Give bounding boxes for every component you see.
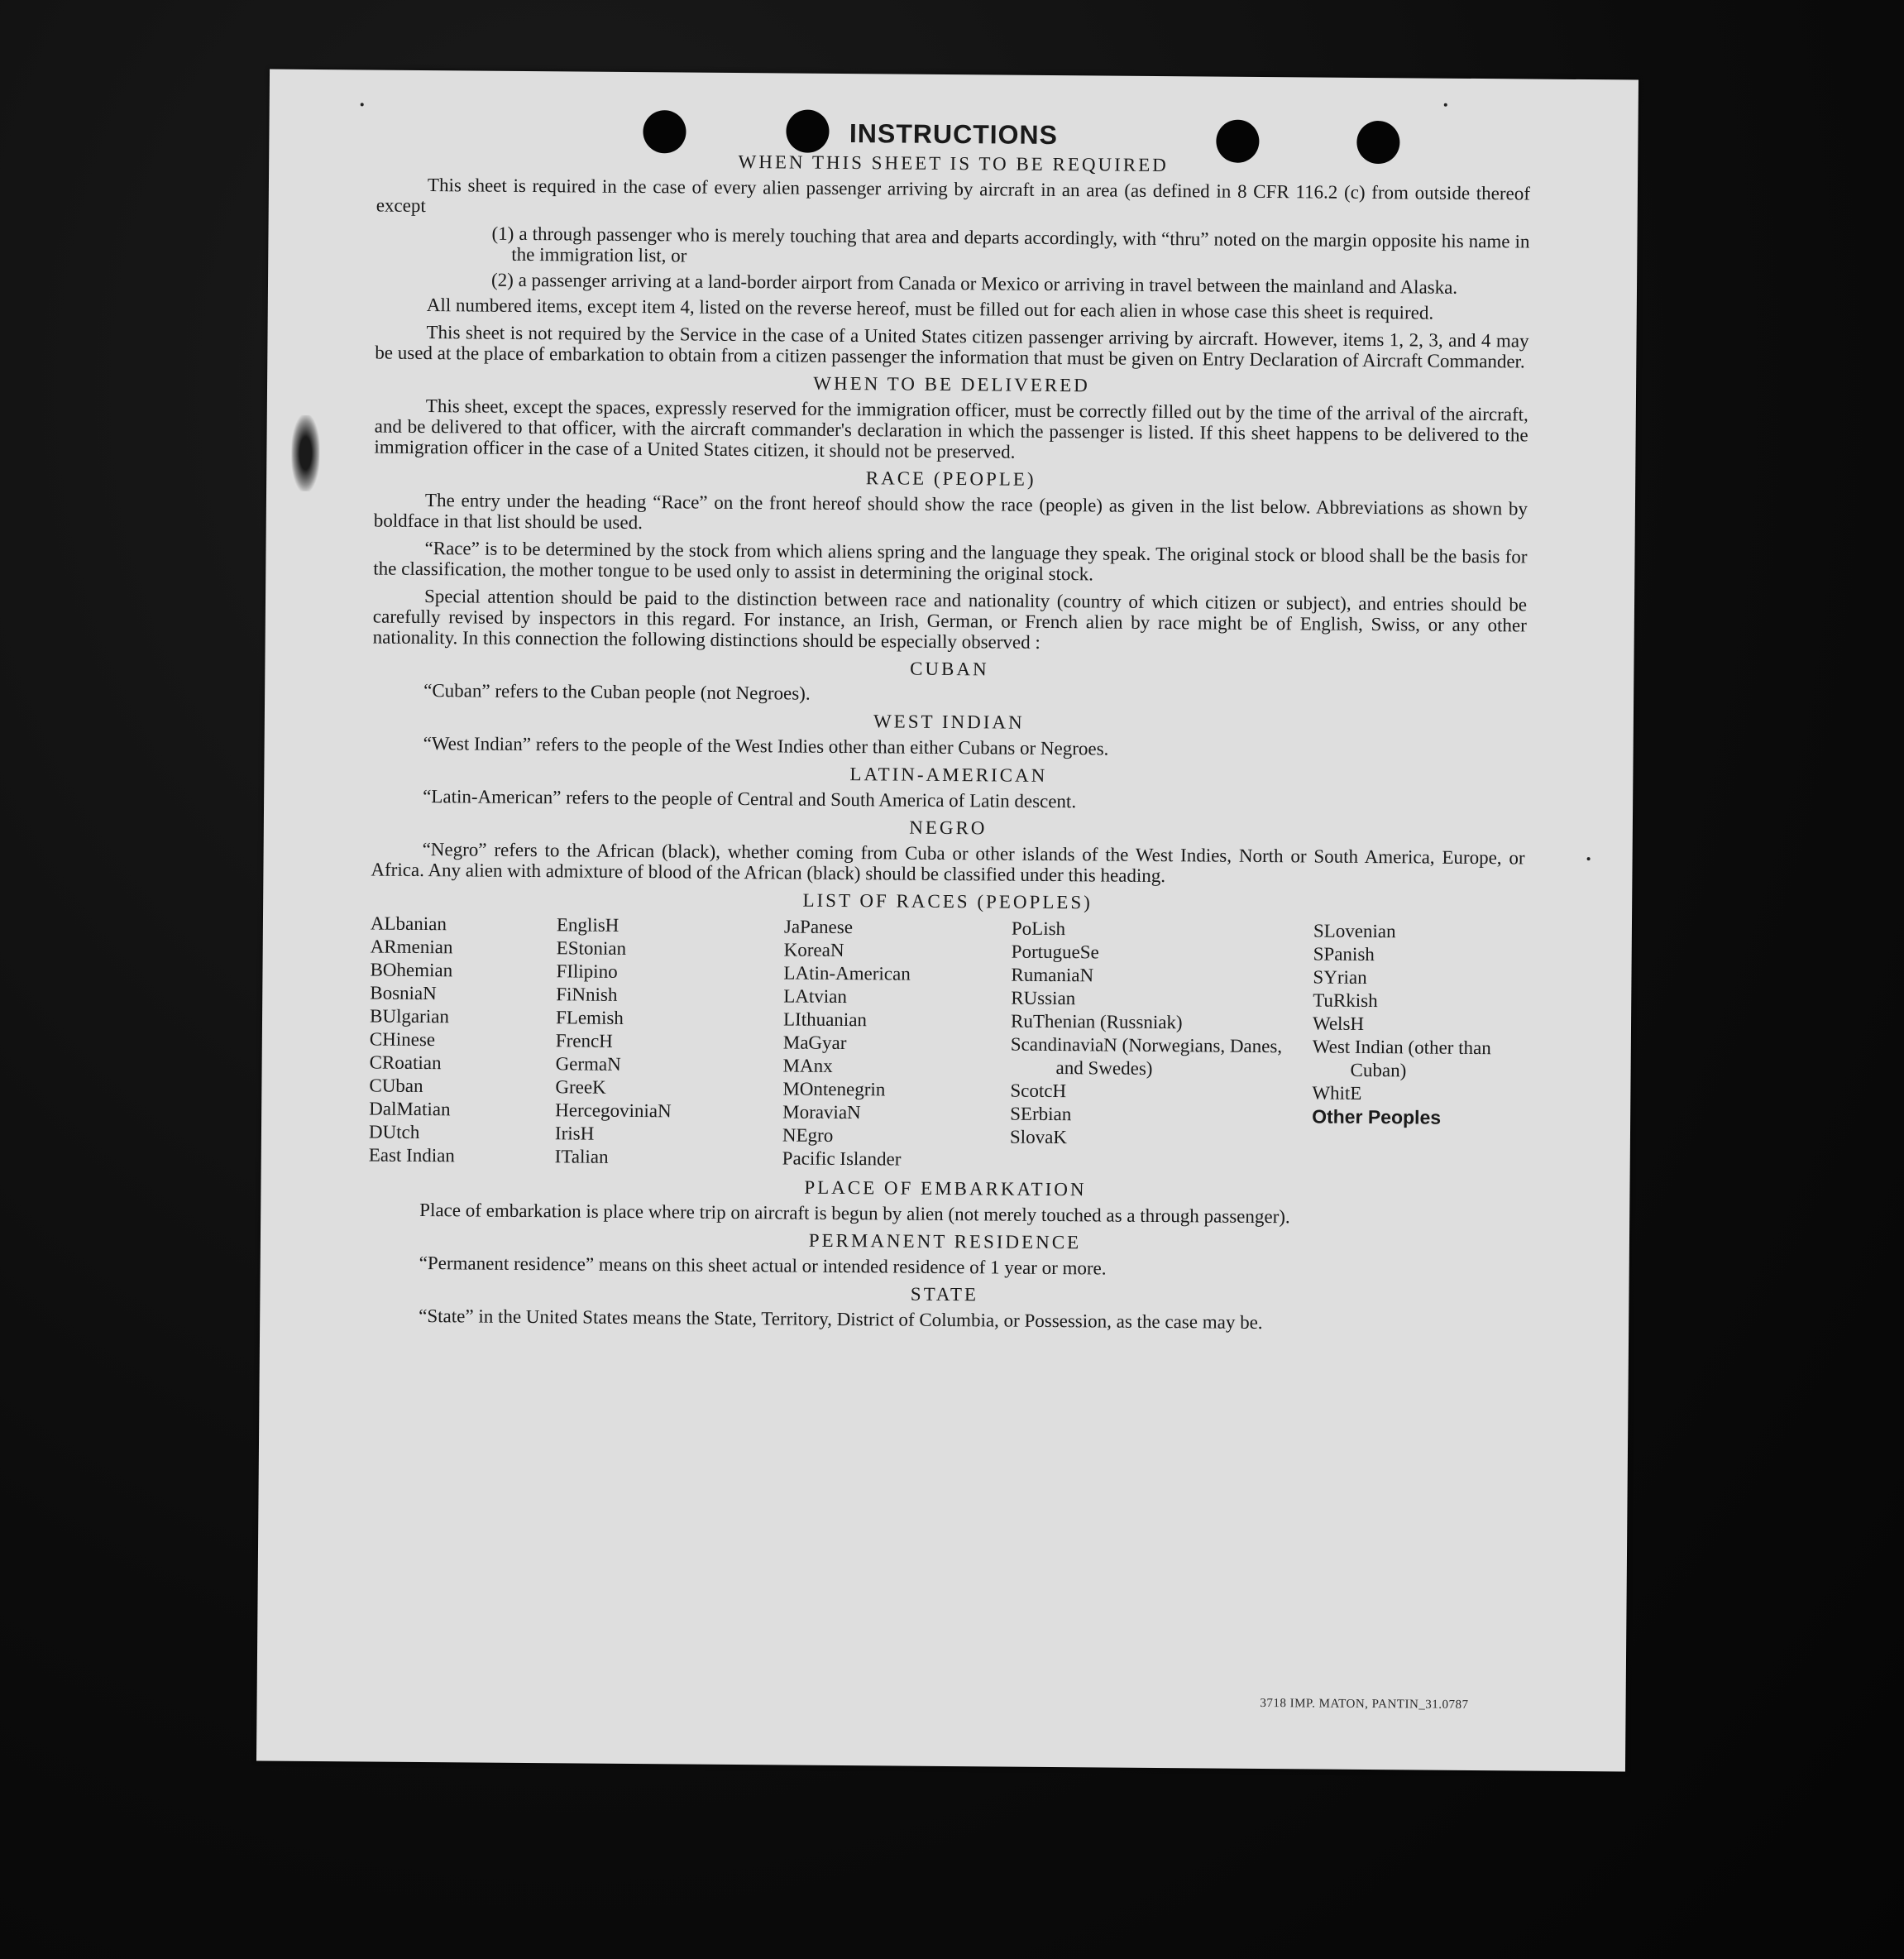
speck: [1587, 857, 1591, 860]
paragraph: “Cuban” refers to the Cuban people (not Negroes).: [423, 680, 811, 704]
race-entry: FLemish: [555, 1007, 624, 1028]
race-entry: CRoatian: [369, 1051, 442, 1074]
paragraph: “Negro” refers to the African (black), whether coming from Cuba or other islands of the West Indies, North or South America, Europe, or Africa. Any alien with admixture of blood of the African (black) should be classified under this heading.: [371, 839, 1525, 887]
paragraph: All numbered items, except item 4, listed on the reverse hereof, must be filled out for each alien in whose case this sheet is required.: [426, 295, 1434, 323]
printer-mark: 3718 IMP. MATON, PANTIN_31.0787: [1260, 1696, 1469, 1712]
paragraph: “West Indian” refers to the people of the West Indies other than either Cubans or Negroes.: [423, 733, 1109, 759]
heading-place-of-embarkation: PLACE OF EMBARKATION: [804, 1176, 1087, 1200]
heading-negro: NEGRO: [909, 817, 988, 839]
race-entry: FIlipino: [556, 960, 618, 982]
speck: [1444, 103, 1447, 107]
paragraph: “State” in the United States means the State, Territory, District of Columbia, or Possession, as the case may be.: [419, 1305, 1263, 1334]
race-entry: NEgro: [782, 1124, 834, 1146]
heading-when-delivered: WHEN TO BE DELIVERED: [813, 372, 1090, 396]
race-entry: PoLish: [1011, 917, 1066, 940]
race-entry: MAnx: [782, 1055, 833, 1076]
list-item: (1) a through passenger who is merely touching that area and departs accordingly, with “thru” noted on the margin opposite his name in the immigration list, or: [491, 223, 1530, 266]
race-entry: IrisH: [554, 1123, 595, 1144]
paragraph: Special attention should be paid to the distinction between race and nationality (country of which citizen or subject), and entries should be carefully revised by inspectors in this regard. For instance, an Irish, German, or French alien by race might be of English, Swiss, or any other nationality. In this connection the following distinctions should be especially observed :: [372, 586, 1528, 653]
races-column: [1312, 919, 1524, 1176]
race-entry: TuRkish: [1313, 989, 1378, 1012]
race-entry: GreeK: [555, 1076, 606, 1098]
race-entry: FiNnish: [556, 984, 618, 1005]
race-entry: ScandinaviaN (Norwegians, Danes, and Swedes): [1010, 1033, 1283, 1079]
race-entry: GermaN: [555, 1053, 621, 1075]
heading-when-required: WHEN THIS SHEET IS TO BE REQUIRED: [738, 151, 1169, 176]
race-entry: HercegoviniaN: [555, 1099, 672, 1122]
race-entry: CUban: [369, 1075, 423, 1097]
list-item: (2) a passenger arriving at a land-border airport from Canada or Mexico or arriving in travel between the mainland and Alaska.: [490, 269, 1458, 298]
race-entry: SErbian: [1010, 1103, 1072, 1125]
document-sheet: [256, 69, 1638, 1772]
race-entry: Other Peoples: [1312, 1105, 1442, 1128]
race-entry: CHinese: [369, 1028, 436, 1051]
race-entry: KoreaN: [783, 939, 844, 961]
race-entry: DUtch: [368, 1121, 420, 1142]
race-entry: JaPanese: [783, 916, 854, 938]
heading-list-of-races: LIST OF RACES (PEOPLES): [802, 889, 1093, 913]
race-entry: BosniaN: [370, 982, 437, 1004]
paragraph: “Race” is to be determined by the stock from which aliens spring and the language they speak. The original stock or blood shall be the basis for the classification, the mother tongue to be used only to assist in determining the original stock.: [373, 538, 1528, 585]
instructions-content: [367, 120, 1530, 1342]
race-entry: DalMatian: [369, 1098, 451, 1120]
paragraph: This sheet is required in the case of every alien passenger arriving by aircraft in an area (as defined in 8 CFR 116.2 (c) from outside thereof except: [376, 175, 1531, 217]
race-entry: ALbanian: [370, 912, 447, 935]
paragraph: This sheet is not required by the Service in the case of a United States citizen passenger arriving by aircraft. However, items 1, 2, 3, and 4 may be used at the place of embarkation to obtain from a citizen passenger the information that must be given on Entry Declaration of Aircraft Commander.: [375, 322, 1529, 372]
races-column: [555, 913, 784, 1170]
ink-stain: [291, 415, 320, 491]
race-entry: SlovaK: [1009, 1126, 1068, 1148]
race-entry: SPanish: [1313, 943, 1375, 965]
race-entry: LIthuanian: [782, 1008, 868, 1031]
race-entry: LAtin-American: [783, 962, 911, 984]
race-entry: WhitE: [1312, 1082, 1362, 1104]
race-entry: WelsH: [1312, 1013, 1365, 1034]
race-entry: ITalian: [554, 1146, 609, 1167]
races-column: [782, 915, 1012, 1171]
race-entry: Pacific Islander: [782, 1147, 902, 1170]
race-entry: SLovenian: [1313, 920, 1396, 942]
race-entry: PortugueSe: [1011, 941, 1099, 963]
paragraph: Place of embarkation is place where trip on aircraft is begun by alien (not merely touched as a through passenger).: [419, 1199, 1290, 1228]
heading-cuban: CUBAN: [910, 658, 989, 680]
paragraph: The entry under the heading “Race” on the front hereof should show the race (people) as given in the list below. Abbreviations as shown by boldface in that list should be used.: [373, 490, 1528, 534]
race-entry: LAtvian: [783, 985, 848, 1008]
race-entry: RumaniaN: [1011, 964, 1094, 986]
heading-race: RACE (PEOPLE): [865, 467, 1036, 490]
race-entry: SYrian: [1313, 966, 1367, 988]
race-entry: MOntenegrin: [782, 1078, 886, 1100]
race-entry: East Indian: [368, 1144, 455, 1166]
race-entry: BOhemian: [370, 959, 453, 981]
race-entry: EStonian: [556, 937, 627, 959]
race-entry: ARmenian: [370, 936, 453, 958]
race-entry: MoraviaN: [782, 1101, 861, 1123]
heading-west-indian: WEST INDIAN: [873, 711, 1025, 733]
paragraph: This sheet, except the spaces, expressly reserved for the immigration officer, must be correctly filled out by the time of the arrival of the aircraft, and be delivered to that officer, with the aircraft commander's declaration in which the passenger is listed. If this sheet happens to be delivered to the immigration officer in the case of a United States citizen, it should not be preserved.: [374, 395, 1528, 462]
races-list: [369, 912, 1524, 1176]
races-column: [1010, 917, 1313, 1175]
speck: [361, 103, 364, 106]
heading-latin-american: LATIN-AMERICAN: [849, 764, 1048, 786]
heading-permanent-residence: PERMANENT RESIDENCE: [808, 1229, 1082, 1253]
paragraph: “Latin-American” refers to the people of Central and South America of Latin descent.: [423, 786, 1077, 812]
race-entry: MaGyar: [782, 1032, 847, 1054]
race-entry: RUssian: [1011, 987, 1076, 1009]
race-entry: BUlgarian: [369, 1005, 449, 1027]
paragraph: “Permanent residence” means on this sheet actual or intended residence of 1 year or more.: [419, 1252, 1107, 1279]
heading-state: STATE: [910, 1283, 979, 1305]
race-entry: EnglisH: [556, 914, 620, 936]
race-entry: FrencH: [555, 1030, 613, 1051]
races-column: [369, 912, 557, 1169]
race-entry: ScotcH: [1010, 1080, 1067, 1102]
page-title: INSTRUCTIONS: [849, 118, 1059, 151]
race-entry: RuThenian (Russniak): [1010, 1010, 1183, 1033]
race-entry: West Indian (other than Cuban): [1312, 1036, 1491, 1081]
